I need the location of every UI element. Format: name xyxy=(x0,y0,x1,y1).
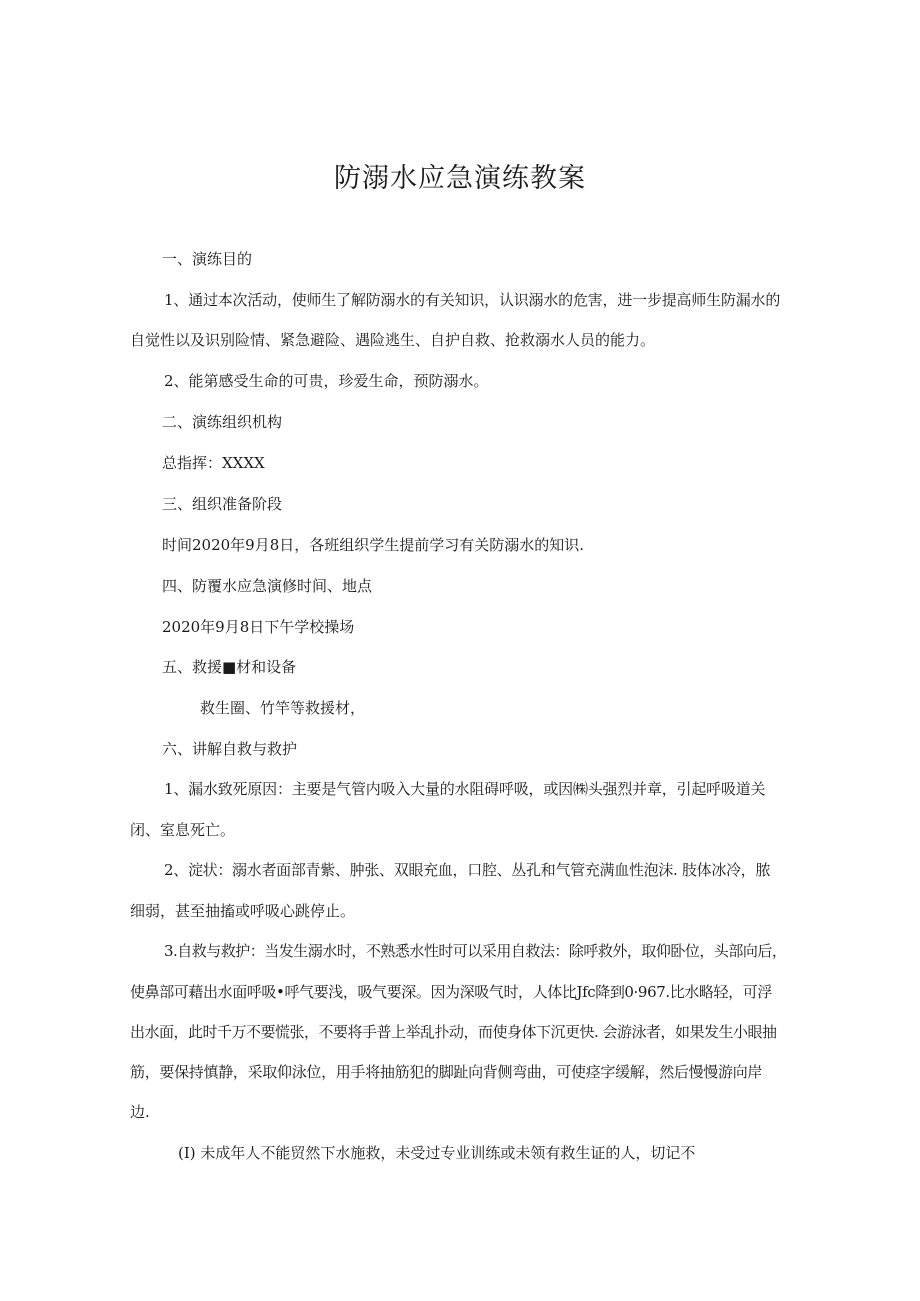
document-title: 防溺水应急演练教案 xyxy=(334,163,586,194)
paragraph-line: 时间2020年9月8日，各班组织学生提前学习有关防溺水的知识. xyxy=(162,536,585,554)
paragraph-line: 出水面，此时千万不要慌张，不要将手普上举乱扑动，而使身体下沉更快. 会游泳者，如果发生小眼抽 xyxy=(130,1023,777,1041)
paragraph-line: 3.自救与救护：当发生溺水时，不熟悉水性时可以采用自救法：除呼救外，取仰卧位，头部向后， xyxy=(164,942,787,960)
paragraph-line: 自觉性以及识别险情、紧急避险、遇险逃生、自护自救、抢救溺水人员的能力。 xyxy=(130,331,656,349)
paragraph-line: 闭、室息死亡。 xyxy=(130,821,236,839)
section-heading-organization: 二、演练组织机构 xyxy=(162,413,283,431)
section-heading-preparation: 三、组织准备阶段 xyxy=(162,495,283,513)
section-heading-self-rescue: 六、讲解自救与救护 xyxy=(162,740,298,758)
paragraph-line: 使鼻部可藉出水面呼吸•呼气要浅，吸气要深。因为深吸气时，人体比Jfc降到0·967.比水略轻，可浮 xyxy=(130,983,772,1001)
paragraph-line: 2020年9月8日下午学校操场 xyxy=(162,618,355,636)
paragraph-line: 2、能第感受生命的可贵，珍爱生命，预防溺水。 xyxy=(164,372,489,390)
paragraph-line: 边. xyxy=(130,1103,150,1121)
section-heading-equipment: 五、救援■材和设备 xyxy=(162,658,297,676)
section-heading-time-place: 四、防覆水应急演修时间、地点 xyxy=(162,577,373,595)
paragraph-line: 救生圈、竹竿等救援材， xyxy=(200,699,366,717)
paragraph-line: 筋，要保持慎静，采取仰泳位，用手将抽筋犯的脚趾向背侧弯曲，可使痉字缓解，然后慢慢游向岸 xyxy=(130,1063,763,1081)
paragraph-line: (I) 未成年人不能贸然下水施救，未受过专业训练或未领有救生证的人，切记不 xyxy=(178,1144,696,1162)
section-heading-purpose: 一、演练目的 xyxy=(162,250,253,268)
paragraph-line: 总指挥：XXXX xyxy=(162,454,265,472)
paragraph-line: 1、通过本次活动，使师生了解防溺水的有关知识，认识溺水的危害，进一步提高师生防漏水的 xyxy=(164,291,781,309)
paragraph-line: 1、漏水致死原因：主要是气管内吸入大量的水阻碍呼吸，或因㈱头强烈并章，引起呼吸道关 xyxy=(164,780,766,798)
paragraph-line: 2、淀状：溺水者面部青紫、肿张、双眼充血，口腔、丛孔和气管充满血性泡沫. 肢体冰冷，脓 xyxy=(164,861,771,879)
paragraph-line: 细弱，甚至抽搐或呼吸心跳停止。 xyxy=(130,902,356,920)
